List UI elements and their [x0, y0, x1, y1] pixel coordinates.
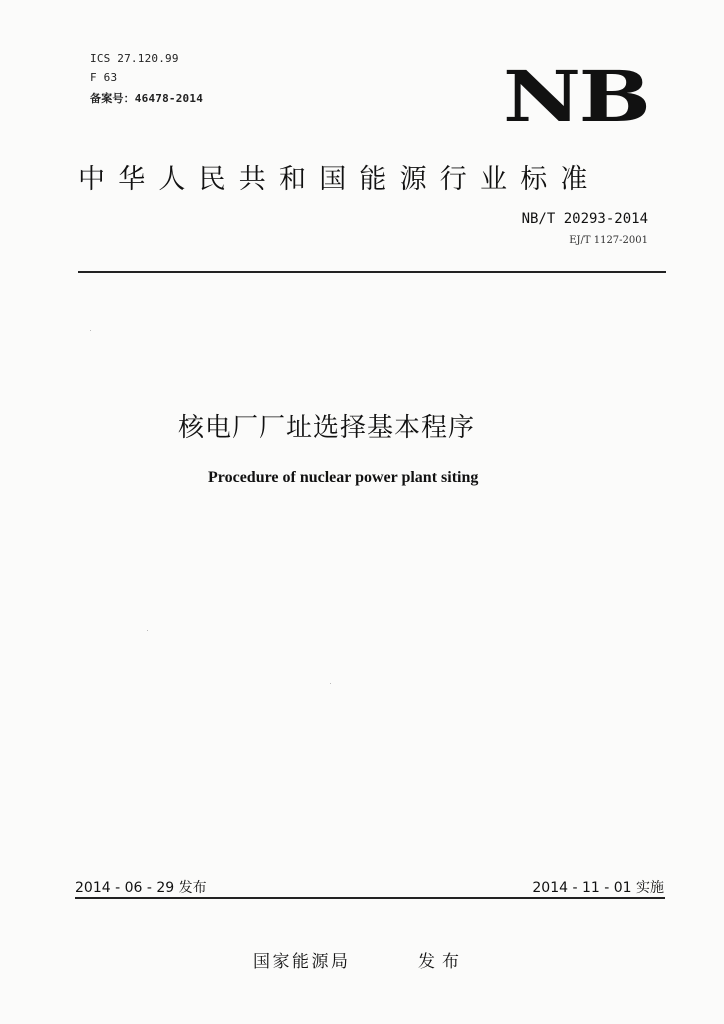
- nb-logo: NB: [503, 55, 649, 138]
- publish-label: 发布: [418, 952, 466, 972]
- scan-speck: [147, 630, 148, 631]
- replaced-standard-number: EJ/T 1127-2001: [569, 235, 648, 246]
- issue-date: 2014 - 06 - 29 发布: [75, 880, 207, 896]
- document-title-english: Procedure of nuclear power plant siting: [208, 469, 479, 486]
- scan-speck: [90, 330, 91, 331]
- document-title-chinese: 核电厂厂址选择基本程序: [178, 413, 476, 443]
- bottom-divider: [75, 897, 665, 899]
- standard-number: NB/T 20293-2014: [521, 211, 648, 227]
- top-divider: [78, 271, 666, 273]
- scan-speck: [330, 683, 331, 684]
- record-number: 备案号：46478-2014: [90, 92, 204, 105]
- publisher-name: 国家能源局: [253, 952, 351, 972]
- classification-code: F 63: [90, 71, 118, 84]
- ics-code: ICS 27.120.99: [90, 52, 179, 65]
- implementation-date: 2014 - 11 - 01 实施: [532, 880, 664, 896]
- standard-category-title: 中华人民共和国能源行业标准: [78, 164, 601, 195]
